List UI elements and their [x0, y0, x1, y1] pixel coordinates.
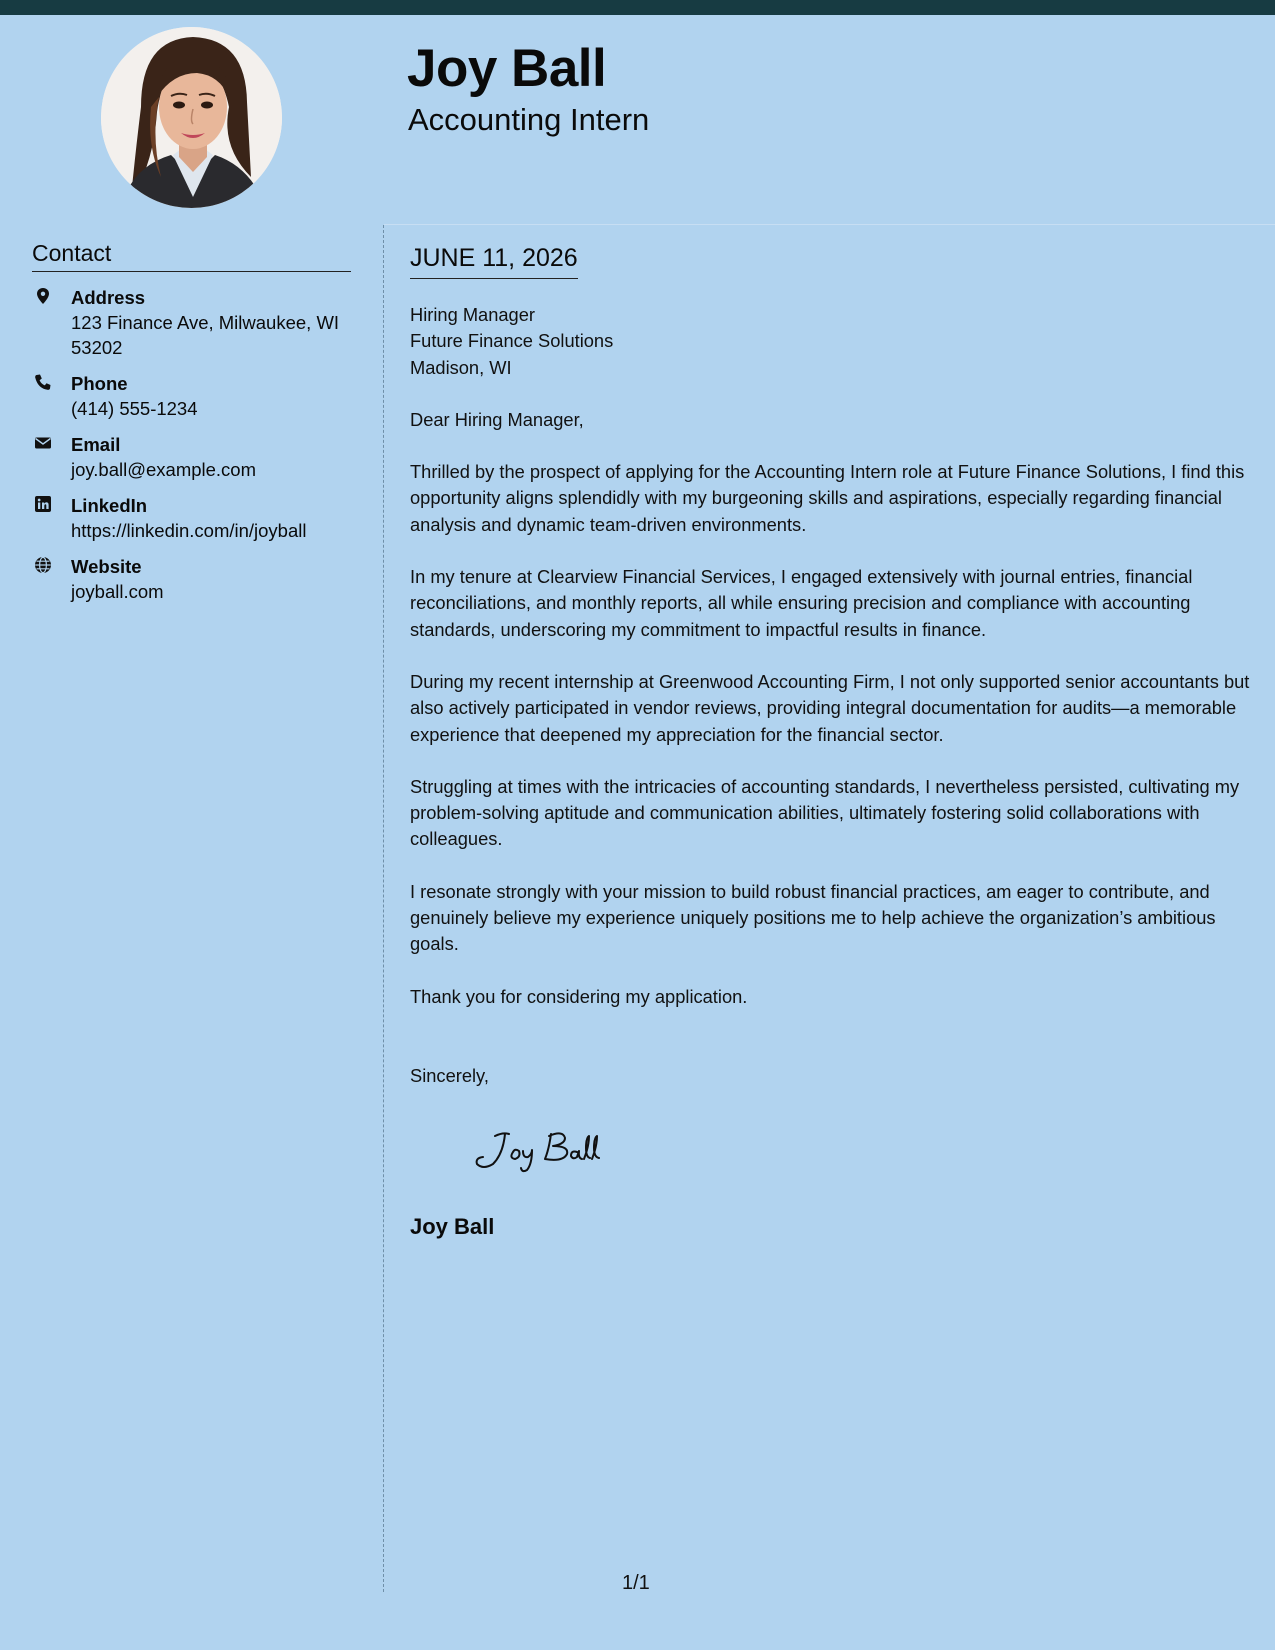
contact-item-email	[32, 432, 352, 482]
contact-label: Phone	[71, 373, 128, 394]
contact-item-phone	[32, 371, 352, 421]
contact-value: (414) 555-1234	[71, 398, 198, 419]
contact-label: Email	[71, 434, 121, 455]
recipient-location: Madison, WI	[410, 356, 512, 378]
applicant-role: Accounting Intern	[408, 102, 650, 137]
page-number: 1/1	[622, 1572, 650, 1594]
letter-paragraph: Thrilled by the prospect of applying for the Accounting Intern role at Future Finance Solutions, I find this opportunity aligns splendidly with my burgeoning skills and aspirations, especially regarding financial analysis and dynamic team-driven environments.	[410, 461, 1245, 535]
contact-item-address	[32, 285, 352, 360]
contact-item-linkedin	[32, 493, 352, 543]
thanks-line: Thank you for considering my application.	[410, 985, 748, 1007]
letter-paragraph: In my tenure at Clearview Financial Services, I engaged extensively with journal entries, financial reconciliations, and monthly reports, all while ensuring precision and compliance with accounting standards, underscoring my commitment to impactful results in finance.	[410, 566, 1193, 640]
contact-value: 123 Finance Ave, Milwaukee, WI 53202	[71, 312, 340, 358]
letter-paragraph: During my recent internship at Greenwood Accounting Firm, I not only supported senior accountants but also actively participated in vendor reviews, providing integral documentation for audits—a memorable experience that deepened my appreciation for the financial sector.	[410, 670, 1250, 745]
contact-label: LinkedIn	[71, 495, 148, 516]
letter-paragraph: Struggling at times with the intricacies of accounting standards, I nevertheless persisted, cultivating my problem-solving aptitude and communication abilities, ultimately fostering solid collaborations with colleagues.	[410, 775, 1240, 850]
contact-value[interactable]: https://linkedin.com/in/joyball	[71, 520, 307, 541]
signature	[465, 1124, 615, 1174]
contact-value[interactable]: joy.ball@example.com	[71, 459, 257, 480]
recipient-name: Hiring Manager	[410, 304, 535, 325]
letter-body	[410, 302, 1250, 1089]
letter-paragraph: I resonate strongly with your mission to build robust financial practices, am eager to contribute, and genuinely believe my experience uniquely positions me to help achieve the organization’s ambitious goals.	[410, 880, 1216, 955]
contact-label: Address	[71, 287, 146, 308]
recipient-company: Future Finance Solutions	[410, 330, 614, 352]
salutation: Dear Hiring Manager,	[410, 408, 584, 430]
contact-heading: Contact	[32, 240, 351, 272]
header-divider	[384, 224, 1275, 225]
letter-date: JUNE 11, 2026	[410, 244, 578, 279]
envelope-icon	[34, 434, 52, 452]
profile-photo	[101, 27, 282, 208]
applicant-name: Joy Ball	[407, 39, 607, 98]
globe-icon	[34, 556, 52, 574]
column-divider	[383, 225, 384, 1592]
recipient-block	[410, 302, 1250, 381]
map-pin-icon	[34, 287, 52, 305]
phone-icon	[34, 373, 52, 391]
linkedin-icon	[34, 495, 52, 513]
contact-value[interactable]: joyball.com	[71, 581, 164, 602]
signoff-name: Joy Ball	[410, 1214, 495, 1239]
top-bar	[0, 0, 1275, 15]
closing: Sincerely,	[410, 1064, 489, 1086]
contact-label: Website	[71, 556, 142, 577]
contact-item-website	[32, 554, 352, 604]
contact-list	[32, 285, 352, 615]
